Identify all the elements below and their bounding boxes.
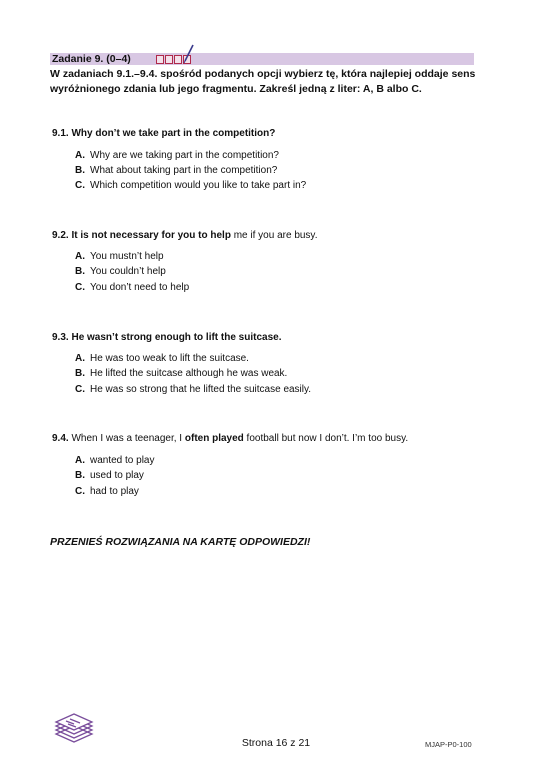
score-box bbox=[174, 55, 182, 64]
page-number: Strona 16 z 21 bbox=[241, 737, 311, 749]
score-box bbox=[165, 55, 173, 64]
task-title: Zadanie 9. (0–4) bbox=[52, 53, 131, 65]
option-9-4-a[interactable]: A. wanted to play bbox=[75, 455, 155, 466]
transfer-note: PRZENIEŚ ROZWIĄZANIA NA KARTĘ ODPOWIEDZI! bbox=[50, 536, 311, 548]
question-9-3: 9.3. He wasn’t strong enough to lift the suitcase. bbox=[52, 332, 282, 343]
question-9-4: 9.4. When I was a teenager, I often played football but now I don’t. I’m too busy. bbox=[52, 433, 409, 444]
option-9-3-a[interactable]: A. He was too weak to lift the suitcase. bbox=[75, 353, 249, 364]
pencil-icon bbox=[183, 44, 195, 64]
option-9-3-c[interactable]: C. He was so strong that he lifted the suitcase easily. bbox=[75, 384, 312, 395]
question-9-2: 9.2. It is not necessary for you to help me if you are busy. bbox=[52, 230, 318, 241]
option-9-2-b[interactable]: B. You couldn’t help bbox=[75, 266, 166, 277]
option-9-4-c[interactable]: C. had to play bbox=[75, 486, 139, 497]
option-9-1-c[interactable]: C. Which competition would you like to take part in? bbox=[75, 180, 307, 191]
option-9-2-c[interactable]: C. You don’t need to help bbox=[75, 282, 190, 293]
score-box bbox=[156, 55, 164, 64]
option-9-2-a[interactable]: A. You mustn’t help bbox=[75, 251, 164, 262]
option-9-1-b[interactable]: B. What about taking part in the competition? bbox=[75, 165, 278, 176]
exam-code: MJAP-P0-100 bbox=[425, 740, 472, 749]
task-instruction: W zadaniach 9.1.–9.4. spośród podanych opcji wybierz tę, która najlepiej oddaje sens wyróżnionego zdania lub jego fragmentu. Zakreśl jedną z liter: A, B albo C. bbox=[50, 68, 476, 95]
option-9-1-a[interactable]: A. Why are we taking part in the competition? bbox=[75, 150, 279, 161]
option-9-3-b[interactable]: B. He lifted the suitcase although he was weak. bbox=[75, 368, 288, 379]
option-9-4-b[interactable]: B. used to play bbox=[75, 470, 144, 481]
question-9-1: 9.1. Why don’t we take part in the competition? bbox=[52, 128, 276, 139]
